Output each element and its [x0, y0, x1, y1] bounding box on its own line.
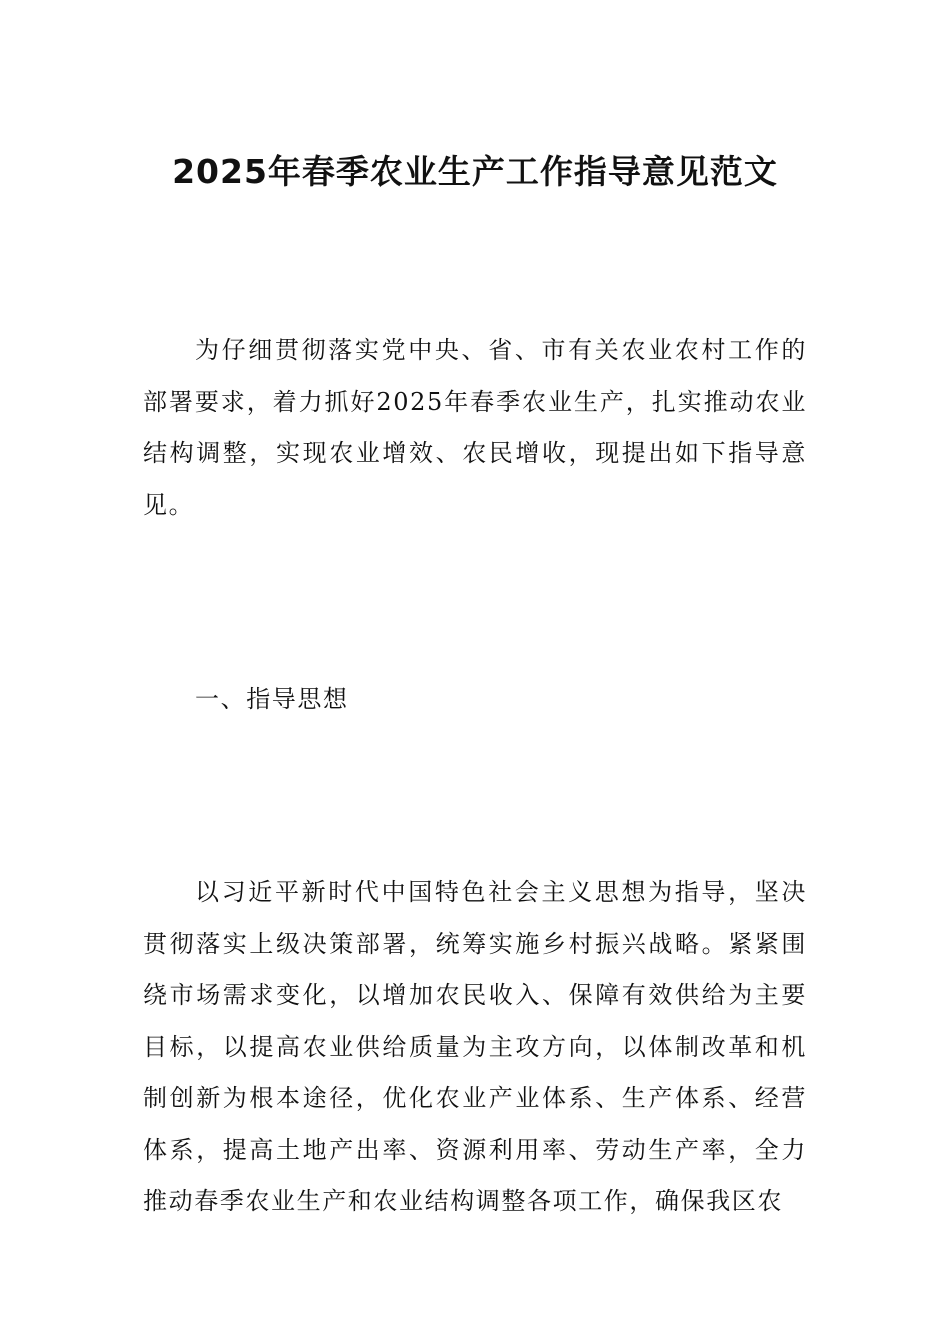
section-heading-guiding-thought: 一、指导思想	[195, 685, 349, 713]
section-body-guiding-thought: 以习近平新时代中国特色社会主义思想为指导，坚决贯彻落实上级决策部署，统筹实施乡村振兴战略。紧紧围绕市场需求变化，以增加农民收入、保障有效供给为主要目标，以提高农业供给质量为主攻方向，以体制改革和机制创新为根本途径，优化农业产业体系、生产体系、经营体系，提高土地产出率、资源利用率、劳动生产率，全力推动春季农业生产和农业结构调整各项工作，确保我区农	[143, 878, 807, 1215]
document-title: 2025年春季农业生产工作指导意见范文	[172, 152, 778, 192]
intro-paragraph: 为仔细贯彻落实党中央、省、市有关农业农村工作的部署要求，着力抓好2025年春季农业生产，扎实推动农业结构调整，实现农业增效、农民增收，现提出如下指导意见。	[143, 336, 807, 519]
